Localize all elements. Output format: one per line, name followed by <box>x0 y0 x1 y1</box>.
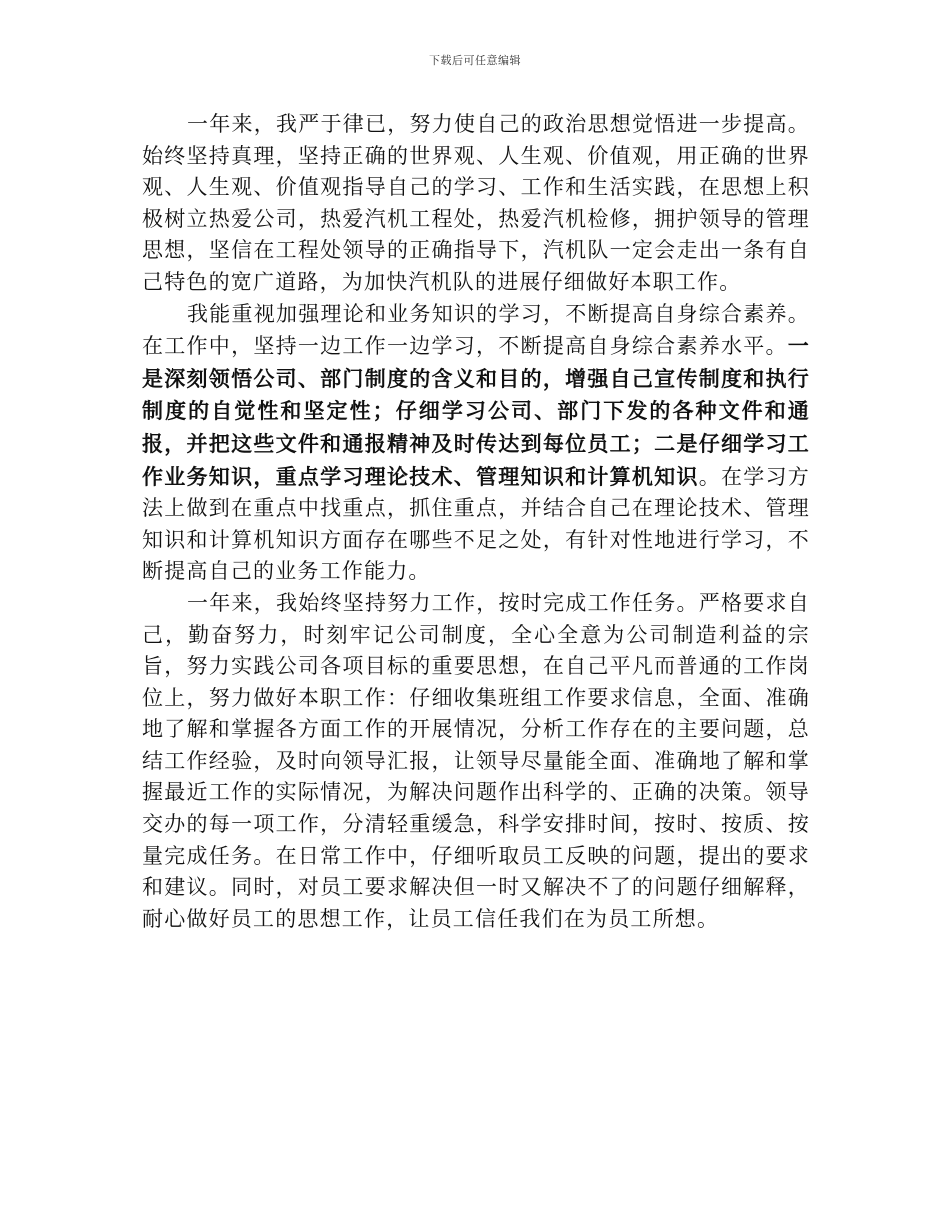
paragraph-2-text-continued: 。在学习方法上做到在重点中找重点，抓住重点，并结合自己在理论技术、管理知识和计算机知识方面存在哪些不足之处，有针对性地进行学习，不断提高自己的业务工作能力。 <box>142 464 811 584</box>
page-header: 下载后可任意编辑 <box>429 54 521 67</box>
paragraph-1 <box>142 109 810 299</box>
paragraph-2-bold-text: 一是深刻领悟公司、部门制度的含义和目的，增强自己宣传制度和执行制度的自觉性和坚定性；仔细学习公司、部门下发的各种文件和通报，并把这些文件和通报精神及时传达到每位员工；二是仔细学习工作业务知识，重点学习理论技术、管理知识和计算机知识 <box>142 333 810 489</box>
paragraph-2-text: 我能重视加强理论和业务知识的学习，不断提高自身综合素养。在工作中，坚持一边工作一边学习，不断提高自身综合素养水平。 <box>142 301 810 359</box>
paragraph-3 <box>142 588 810 936</box>
paragraph-2 <box>142 299 810 588</box>
document-body <box>142 109 810 935</box>
paragraph-3-text: 一年来，我始终坚持努力工作，按时完成工作任务。严格要求自己，勤奋努力，时刻牢记公司制度，全心全意为公司制造利益的宗旨，努力实践公司各项目标的重要思想，在自己平凡而普通的工作岗位上，努力做好本职工作：仔细收集班组工作要求信息，全面、准确地了解和掌握各方面工作的开展情况，分析工作存在的主要问题，总结工作经验，及时向领导汇报，让领导尽量能全面、准确地了解和掌握最近工作的实际情况，为解决问题作出科学的、正确的决策。领导交办的每一项工作，分清轻重缓急，科学安排时间，按时、按质、按量完成任务。在日常工作中，仔细听取员工反映的问题，提出的要求和建议。同时，对员工要求解决但一时又解决不了的问题仔细解释，耐心做好员工的思想工作，让员工信任我们在为员工所想。 <box>142 590 810 931</box>
paragraph-1-text: 一年来，我严于律已，努力使自己的政治思想觉悟进一步提高。始终坚持真理，坚持正确的世界观、人生观、价值观，用正确的世界观、人生观、价值观指导自己的学习、工作和生活实践，在思想上积极树立热爱公司，热爱汽机工程处，热爱汽机检修，拥护领导的管理思想，坚信在工程处领导的正确指导下，汽机队一定会走出一条有自己特色的宽广道路，为加快汽机队的进展仔细做好本职工作。 <box>142 112 810 294</box>
